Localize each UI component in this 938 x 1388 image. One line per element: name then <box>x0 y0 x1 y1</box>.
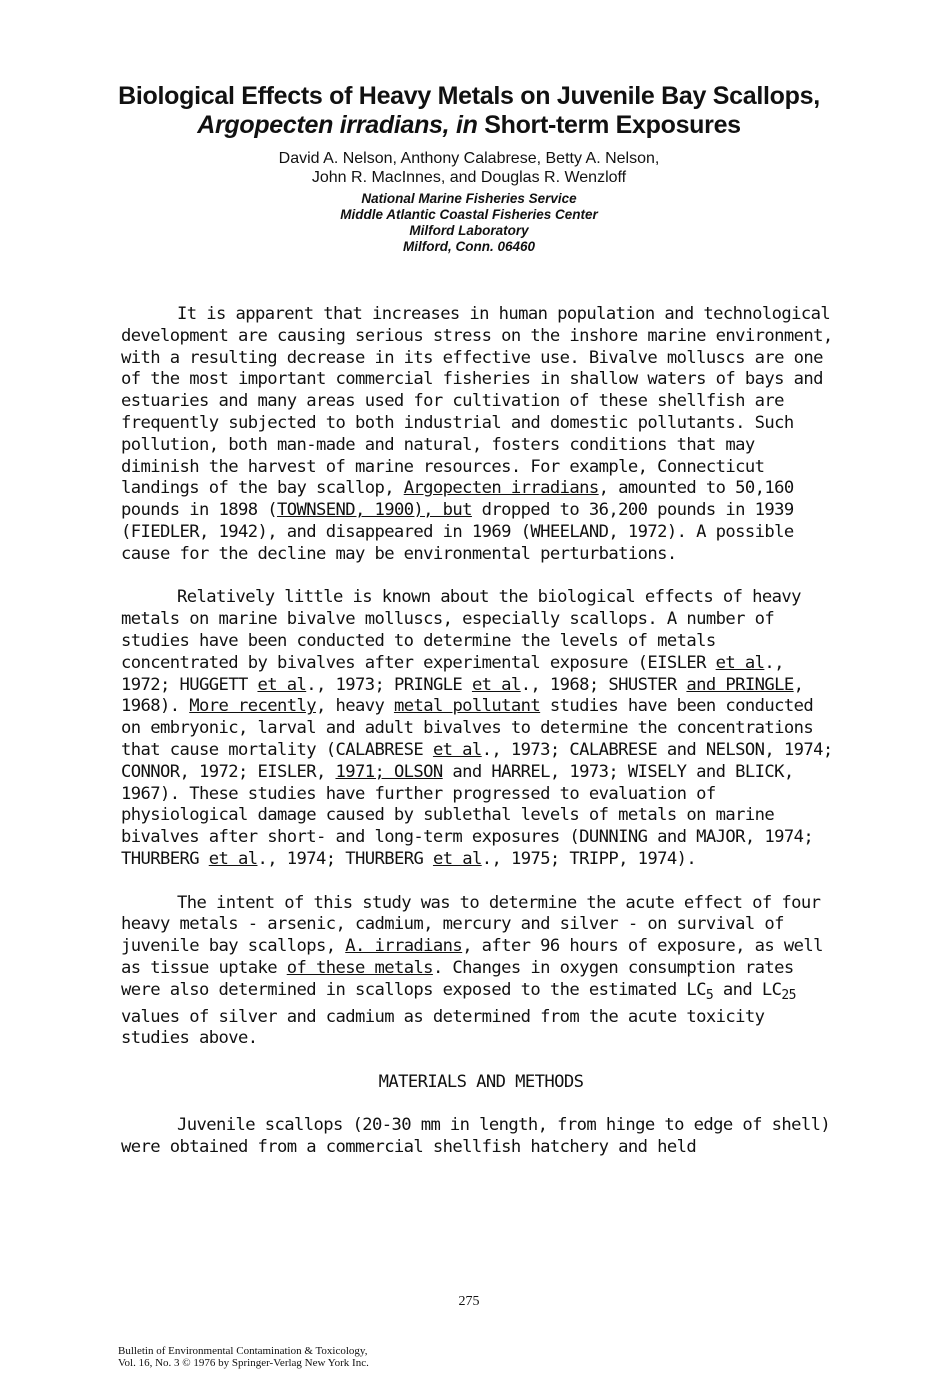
title-line-1: Biological Effects of Heavy Metals on Juvenile Bay Scallops, <box>118 82 820 110</box>
affiliation-line: Milford, Conn. 06460 <box>402 239 536 254</box>
citation-line-1: Bulletin of Environmental Contamination & Toxicology, <box>118 1345 368 1357</box>
affiliation-line: Middle Atlantic Coastal Fisheries Center <box>340 207 598 222</box>
et-al: et al <box>432 739 482 760</box>
text-run: , 1968). <box>121 674 804 717</box>
paragraph-methods: Juvenile scallops (20-30 mm in length, from hinge to edge of shell) were obtained from a commercial shellfish hatchery and held <box>121 1115 831 1158</box>
text-run: , amounted to 50,160 pounds in 1898 ( <box>121 478 794 521</box>
citation-underlined: TOWNSEND, 1900), but <box>276 500 472 521</box>
journal-citation <box>118 1345 369 1369</box>
et-al: et al <box>715 652 765 673</box>
affiliation-line: National Marine Fisheries Service <box>361 191 577 206</box>
text-run: . Changes in oxygen consumption rates were also determined in scallops exposed to the estimated LC <box>121 957 794 1000</box>
author-list <box>60 149 878 187</box>
text-run: Relatively little is known about the biological effects of heavy metals on marine bivalve molluscs, especially scallops. A number of studies have been conducted to determine the levels of metals concentrated by bivalves after experimental exposure (EISLER <box>121 587 801 673</box>
text-run: , heavy <box>315 696 394 717</box>
text-run: ., 1973; CALABRESE and NELSON, 1974; CONNOR, 1972; EISLER, <box>121 739 833 782</box>
text-run: ., 1975; TRIPP, 1974). <box>481 848 697 869</box>
et-al: et al <box>208 848 258 869</box>
title-line-2 <box>40 111 898 140</box>
article-body <box>121 304 841 1159</box>
paragraph-introduction <box>121 304 841 566</box>
text-run: ., 1968; SHUSTER <box>520 674 687 695</box>
affiliation-line: Milford Laboratory <box>409 223 529 238</box>
article-title <box>40 82 898 140</box>
text-run: ., 1973; PRINGLE <box>306 674 472 695</box>
authors-line-1: David A. Nelson, Anthony Calabrese, Betty A. Nelson, <box>278 150 660 167</box>
paragraph-background <box>121 587 841 870</box>
text-run: and HARREL, 1973; WISELY and BLICK, 1967). These studies have further progressed to evaluation of physiological damage caused by sublethal levels of metals on marine bivalves after short- and long-term exposures (DUNNING and MAJOR, 1974; THURBERG <box>121 761 814 869</box>
affiliation <box>60 191 878 255</box>
et-al: et al <box>471 674 521 695</box>
citation-line-2: Vol. 16, No. 3 © 1976 by Springer-Verlag New York Inc. <box>118 1357 369 1369</box>
underlined-text: and PRINGLE <box>686 674 794 695</box>
text-run: studies have been conducted on embryonic, larval and adult bivalves to determine the concentrations that cause mortality (CALABRESE <box>121 696 814 760</box>
title-line-2-rest: Short-term Exposures <box>477 111 741 139</box>
underlined-text: 1971; OLSON <box>335 761 443 782</box>
paragraph-study-intent <box>121 893 841 1051</box>
text-run: , after 96 hours of exposure, as well as tissue uptake <box>121 936 823 978</box>
text-run: ., 1974; THURBERG <box>257 848 433 869</box>
title-species: Argopecten irradians, in <box>197 111 478 139</box>
underlined-text: More recently <box>189 696 316 717</box>
section-heading: MATERIALS AND METHODS <box>378 1071 584 1092</box>
text-run: and LC <box>713 979 782 1000</box>
authors-line-2: John R. MacInnes, and Douglas R. Wenzloff <box>311 169 627 186</box>
text-run: ., 1972; HUGGETT <box>121 652 784 695</box>
underlined-text: metal pollutant <box>393 696 541 717</box>
subscript: 5 <box>705 987 714 1003</box>
et-al: et al <box>432 848 482 869</box>
et-al: et al <box>257 674 307 695</box>
page-number: 275 <box>458 1294 480 1309</box>
text-run: The intent of this study was to determine the acute effect of four heavy metals - arsenic, cadmium, mercury and silver - on survival of juvenile bay scallops, <box>121 892 821 957</box>
species-name: Argopecten irradians <box>403 478 599 499</box>
text-run: It is apparent that increases in human population and technological development are causing serious stress on the inshore marine environment, with a resulting decrease in its effective use. Bivalve molluscs are one of the most important commercial fisheries in shallow waters of bays and estuaries and many areas used for cultivation of these shellfish are frequently subjected to both industrial and domestic pollutants. Such pollution, both man-made and natural, fosters conditions that may diminish the harvest of marine resources. For example, Connecticut landings of the bay scallop, <box>121 304 833 499</box>
underlined-text: of these metals <box>286 957 433 978</box>
subscript: 25 <box>781 987 796 1003</box>
species-name: A. irradians <box>345 936 463 957</box>
text-run: values of silver and cadmium as determined from the acute toxicity studies above. <box>121 1006 765 1049</box>
text-run: dropped to 36,200 pounds in 1939 (FIEDLER, 1942), and disappeared in 1969 (WHEELAND, 1972). A possible cause for the decline may be environmental perturbations. <box>121 500 794 564</box>
